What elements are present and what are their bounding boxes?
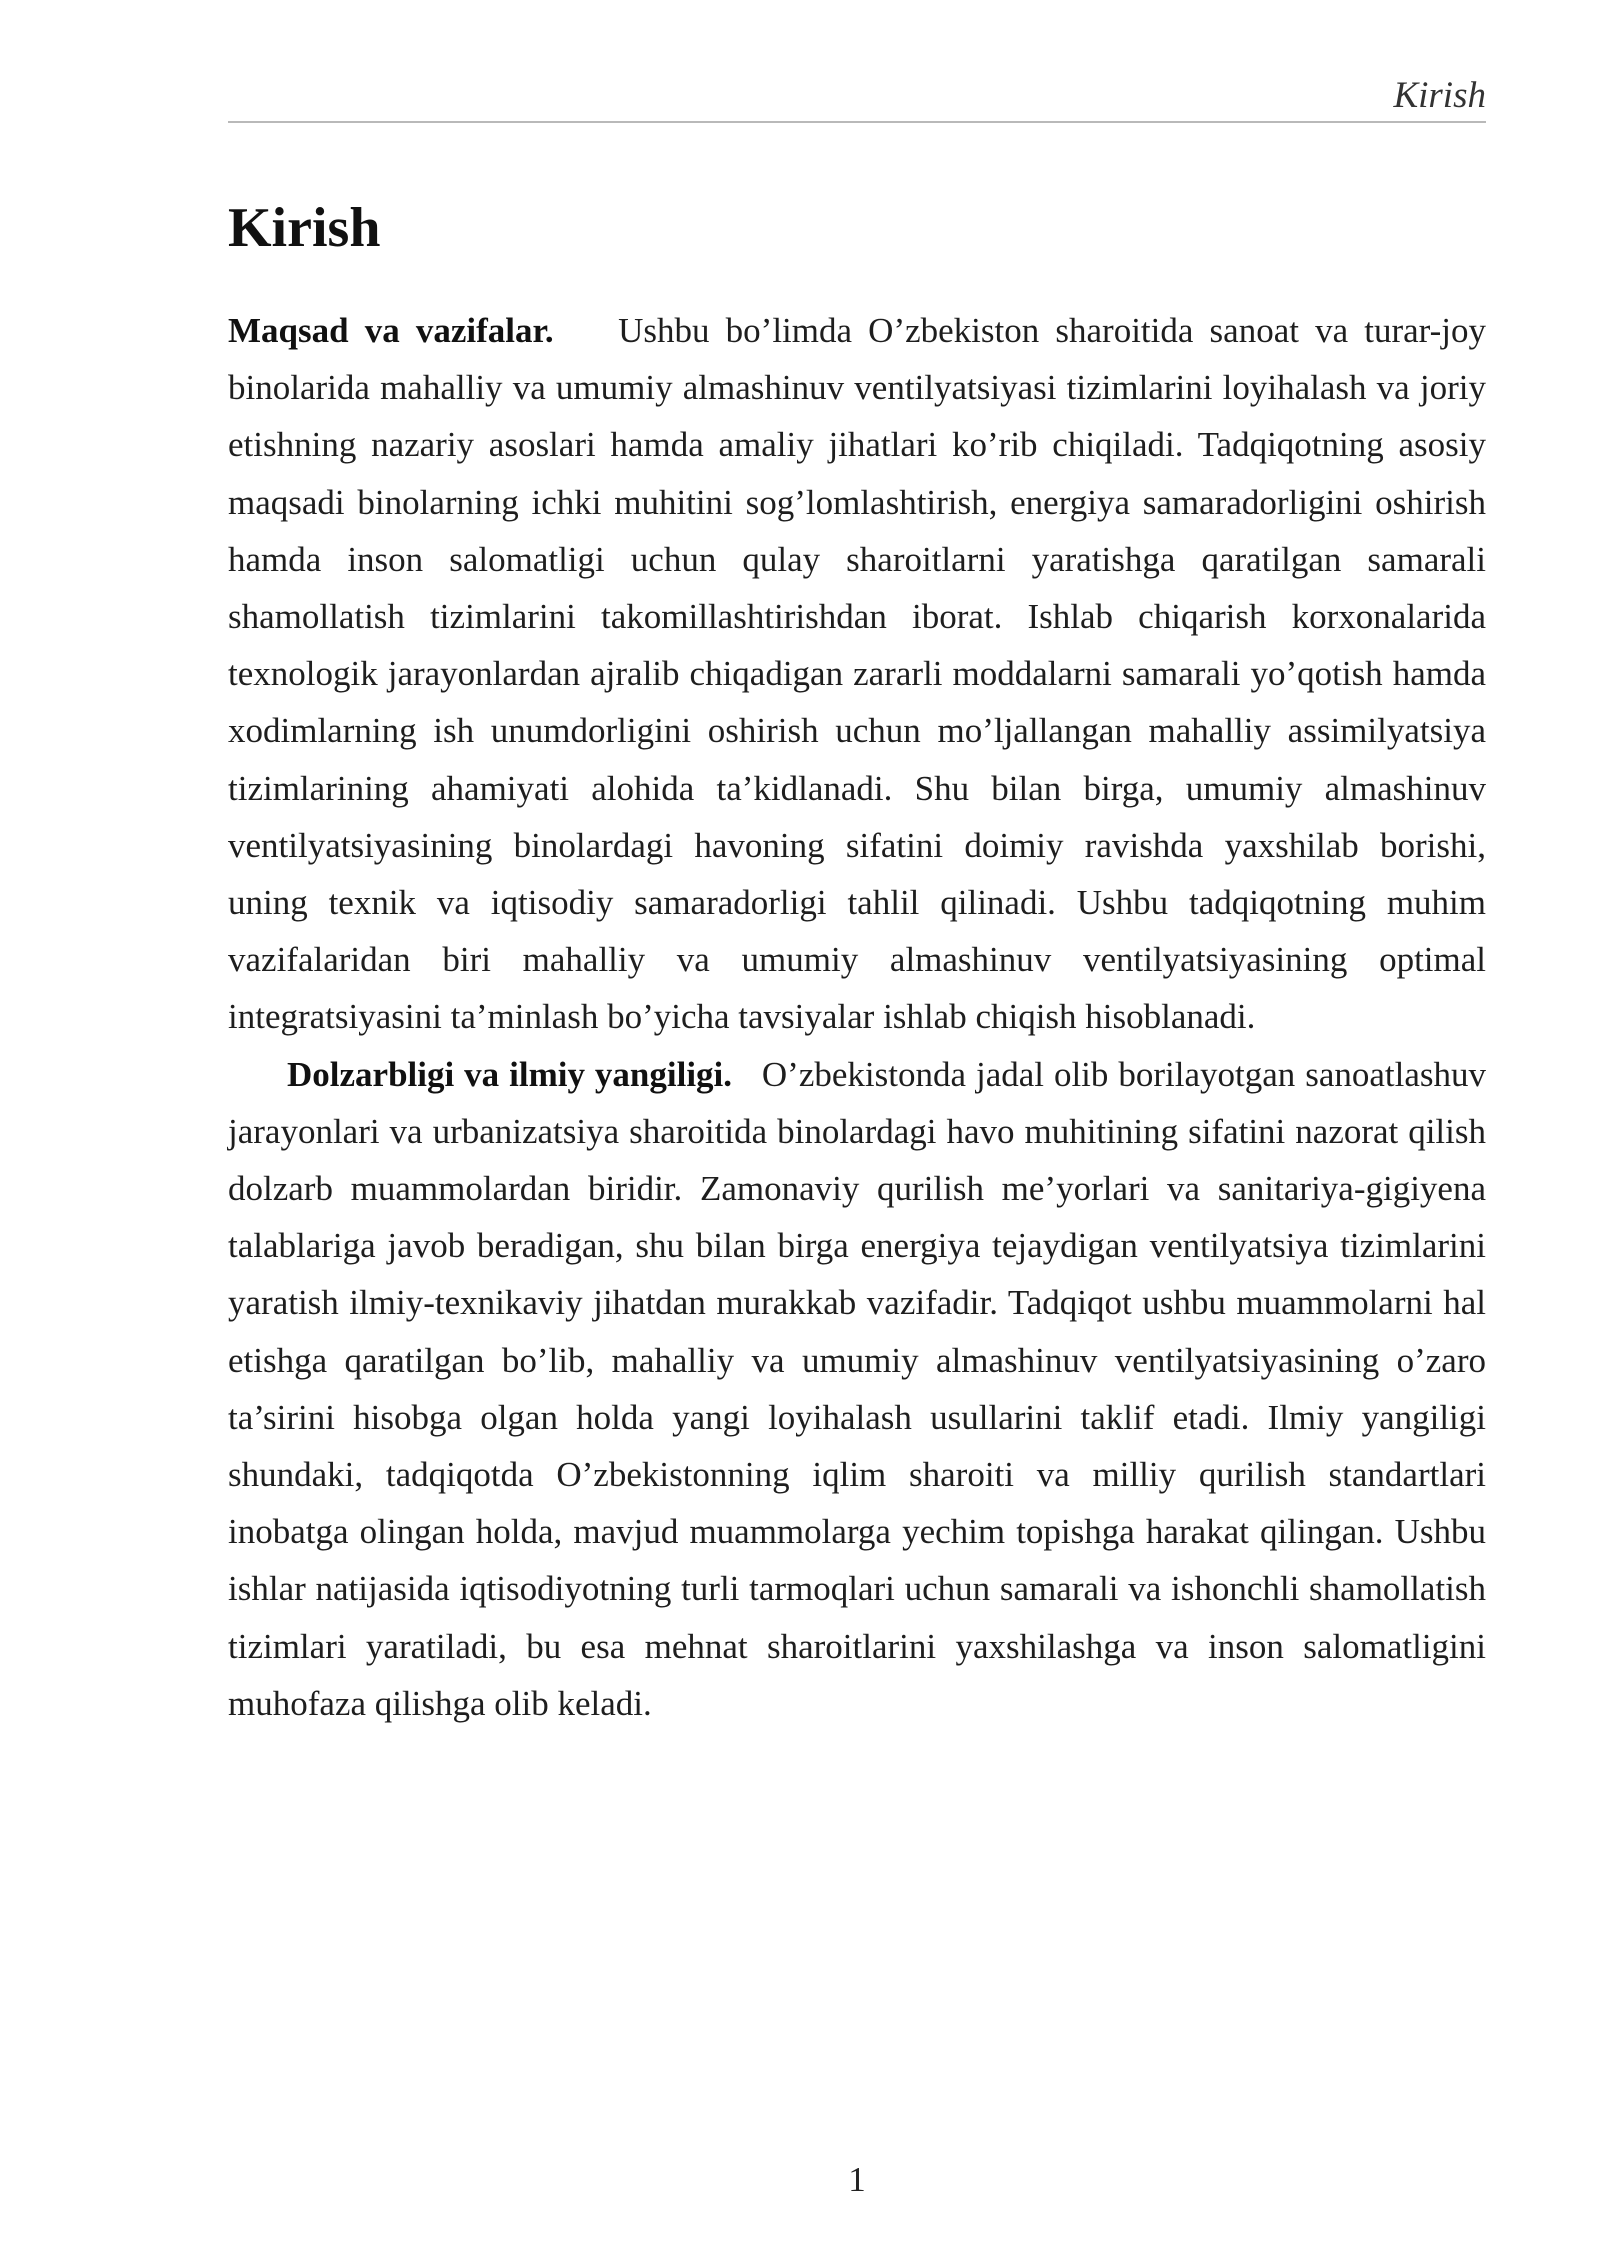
paragraph-text-relevance: O’zbekistonda jadal olib borilayotgan sanoatlashuv jarayonlari va urbanizatsiya sharoitida binolardagi havo muhitining sifatini nazorat qilish dolzarb muammolardan biridir. Zamonaviy qurilish me’yorlari va sanitariya-gigiyena talablariga javob beradigan, shu bilan birga energiya tejaydigan ventilyatsiya tizimlarini yaratish ilmiy-texnikaviy jihatdan murakkab vazifadir. Tadqiqot ushbu muammolarni hal etishga qaratilgan bo’lib, mahalliy va umumiy almashinuv ventilyatsiyasining o’zaro ta’sirini hisobga olgan holda yangi loyihalash usullarini taklif etadi. Ilmiy yangiligi shundaki, tadqiqotda O’zbekistonning iqlim sharoiti va milliy qurilish standartlari inobatga olingan holda, mavjud muammolarga yechim topishga harakat qilingan. Ushbu ishlar natijasida iqtisodiyotning turli tarmoqlari uchun samarali va ishonchli shamollatish tizimlari yaratiladi, bu esa mehnat sharoitlarini yaxshilashga va inson salomatligini muhofaza qilishga olib keladi. xyxy=(228,1054,1486,1723)
chapter-title: Kirish xyxy=(228,197,381,259)
page-number: 1 xyxy=(848,2160,866,2199)
paragraph-heading-objectives: Maqsad va vazifalar. xyxy=(228,311,554,350)
paragraph-relevance xyxy=(228,1046,1486,1732)
paragraph-objectives xyxy=(228,302,1486,1046)
chapter-body xyxy=(228,302,1486,1732)
running-header: Kirish xyxy=(1393,75,1486,116)
paragraph-heading-relevance: Dolzarbligi va ilmiy yangiligi. xyxy=(287,1054,733,1094)
header-divider xyxy=(228,121,1486,123)
paragraph-text-objectives: Ushbu bo’limda O’zbekiston sharoitida sanoat va turar-joy binolarida mahalliy va umumiy almashinuv ventilyatsiyasi tizimlarini loyihalash va joriy etishning nazariy asoslari hamda amaliy jihatlari ko’rib chiqiladi. Tadqiqotning asosiy maqsadi binolarning ichki muhitini sog’lomlashtirish, energiya samaradorligini oshirish hamda inson salomatligi uchun qulay sharoitlarni yaratishga qaratilgan samarali shamollatish tizimlarini takomillashtirishdan iborat. Ishlab chiqarish korxonalarida texnologik jarayonlardan ajralib chiqadigan zararli moddalarni samarali yo’qotish hamda xodimlarning ish unumdorligini oshirish uchun mo’ljallangan mahalliy assimilyatsiya tizimlarining ahamiyati alohida ta’kidlanadi. Shu bilan birga, umumiy almashinuv ventilyatsiyasining binolardagi havoning sifatini doimiy ravishda yaxshilab borishi, uning texnik va iqtisodiy samaradorligi tahlil qilinadi. Ushbu tadqiqotning muhim vazifalaridan biri mahalliy va umumiy almashinuv ventilyatsiyasining optimal integratsiyasini ta’minlash bo’yicha tavsiyalar ishlab chiqish hisoblanadi. xyxy=(228,311,1487,1037)
